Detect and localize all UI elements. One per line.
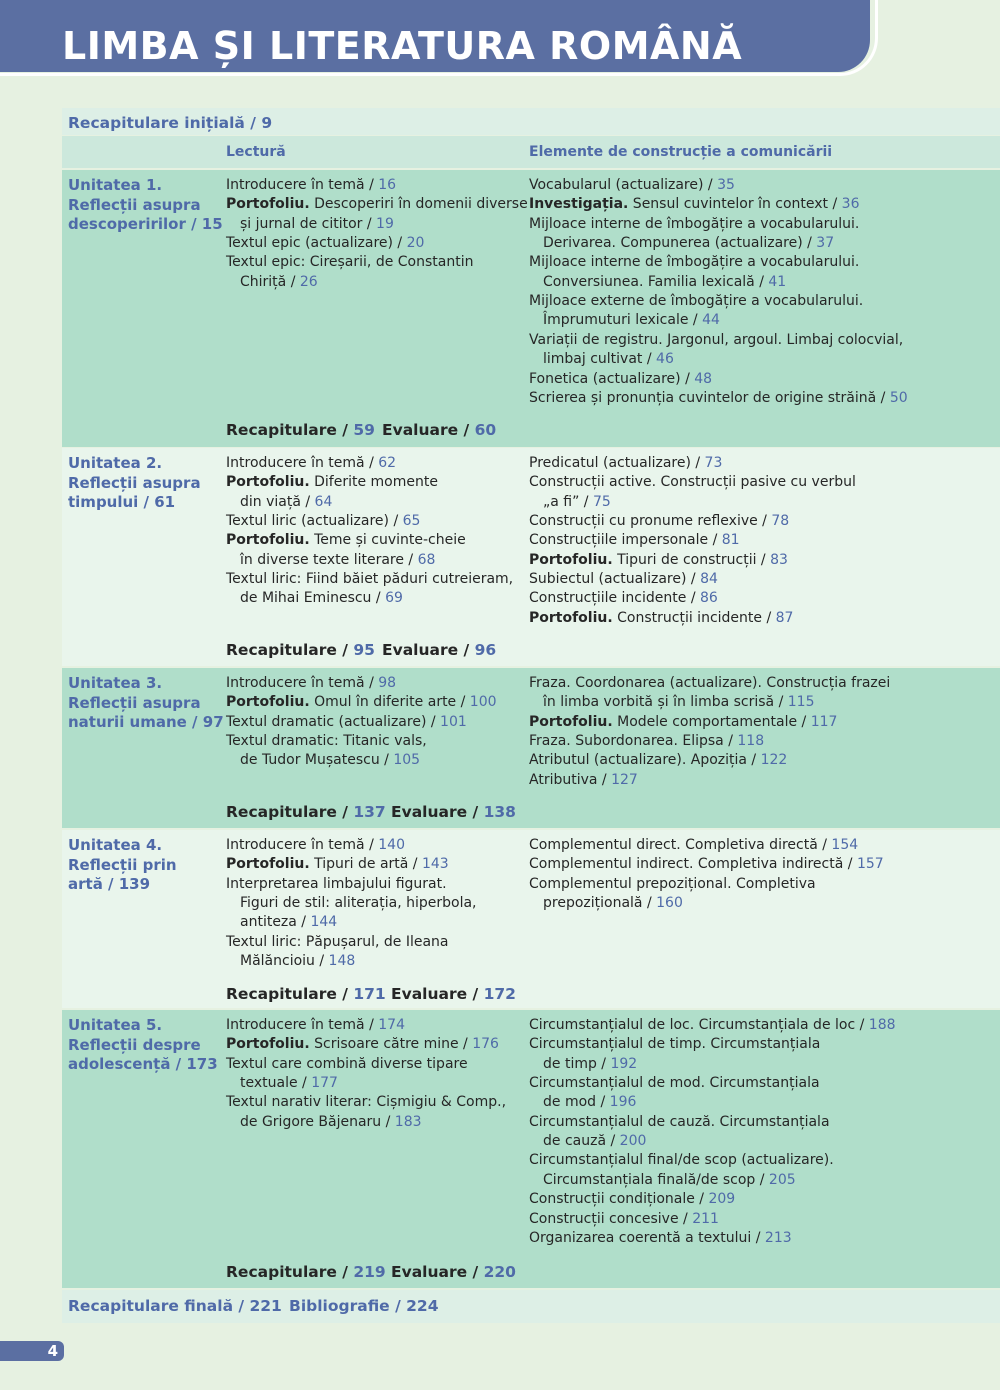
entry-title: Textul epic (actualizare) / — [226, 235, 407, 252]
entry-title: și jurnal de cititor / — [240, 215, 377, 232]
lectura-entry[interactable] — [226, 215, 394, 234]
comunicare-entry[interactable] — [529, 512, 789, 531]
lectura-entry[interactable] — [226, 176, 396, 195]
column-header-comunicare: Elemente de construcție a comunicării — [529, 144, 833, 160]
page-ref: 188 — [868, 1017, 896, 1033]
page-ref: 100 — [469, 694, 497, 711]
lectura-entry[interactable] — [226, 913, 337, 932]
entry-title: Organizarea coerentă a textului / — [529, 1229, 765, 1246]
final-recap-label[interactable]: Recapitulare finală / 221 — [68, 1297, 282, 1315]
entry-title: Introducere în temă / — [226, 455, 379, 471]
entry-title: Textul epic: Cireșarii, de Constantin — [226, 254, 474, 271]
page-ref: 160 — [656, 895, 683, 912]
entry-title: de Grigore Băjenaru / — [240, 1113, 395, 1130]
lectura-entry[interactable] — [226, 1113, 422, 1132]
entry-title: de Mihai Eminescu / — [240, 590, 386, 607]
portofoliu-label: Portofoliu. — [226, 1036, 310, 1053]
page-ref: 46 — [656, 351, 674, 368]
page-ref: 65 — [402, 513, 421, 530]
comunicare-entry[interactable] — [529, 732, 764, 751]
entry-title: Construcțiile incidente / — [529, 590, 700, 607]
portofoliu-label: Portofoliu. — [529, 609, 613, 626]
page-ref: 115 — [787, 694, 815, 711]
portofoliu-label: Portofoliu. — [226, 694, 310, 711]
page-title: LIMBA ȘI LITERATURA ROMÂNĂ — [62, 24, 743, 68]
lectura-entry[interactable] — [226, 952, 355, 971]
unit-4-evaluare[interactable]: Evaluare / 172 — [391, 985, 516, 1003]
comunicare-entry[interactable] — [529, 1093, 636, 1112]
comunicare-entry[interactable] — [529, 1132, 646, 1151]
lectura-entry[interactable] — [226, 1016, 405, 1035]
page-ref: 64 — [314, 493, 333, 510]
entry-title: Construcțiile impersonale / — [529, 532, 722, 549]
comunicare-entry[interactable] — [529, 292, 863, 311]
page-ref: 148 — [328, 953, 356, 970]
comunicare-entry[interactable] — [529, 894, 683, 913]
comunicare-entry[interactable] — [529, 370, 712, 389]
entry-title: Complementul prepozițional. Completiva — [529, 875, 816, 892]
portofoliu-label: Portofoliu. — [226, 532, 310, 549]
entry-title: Descoperiri în domenii diverse — [309, 196, 528, 213]
page-ref: 75 — [592, 493, 611, 510]
unit-5-title-line[interactable]: Reflecții despre — [68, 1035, 201, 1054]
entry-title: Sensul cuvintelor în context / — [628, 196, 842, 213]
entry-title: de cauză / — [543, 1133, 620, 1150]
entry-title: Interpretarea limbajului figurat. — [226, 875, 447, 892]
comunicare-entry[interactable] — [529, 1210, 719, 1229]
entry-title: Introducere în temă / — [226, 837, 379, 853]
entry-title: Construcții incidente / — [612, 609, 776, 626]
entry-title: Fraza. Subordonarea. Elipsa / — [529, 733, 738, 750]
page-ref: 117 — [810, 713, 838, 730]
lectura-entry[interactable] — [226, 713, 467, 732]
entry-title: Conversiunea. Familia lexicală / — [543, 273, 769, 290]
page-ref: 84 — [700, 571, 718, 588]
entry-title: Mijloace interne de îmbogățire a vocabularului. — [529, 215, 860, 232]
unit-2-title-line[interactable]: Reflecții asupra — [68, 473, 201, 492]
lectura-entry[interactable] — [226, 875, 447, 894]
entry-title: Textul liric: Fiind băiet păduri cutreieram, — [226, 571, 514, 588]
page-ref: 68 — [417, 551, 436, 568]
page-ref: 196 — [609, 1094, 637, 1111]
page-ref: 154 — [831, 837, 859, 853]
lectura-entry[interactable] — [226, 273, 318, 292]
entry-title: Mijloace interne de îmbogățire a vocabularului. — [529, 254, 860, 271]
entry-title: Circumstanțialul de loc. Circumstanțiala de loc / — [529, 1017, 869, 1033]
comunicare-entry[interactable] — [529, 609, 793, 628]
lectura-entry[interactable] — [226, 1074, 338, 1093]
page-ref: 87 — [775, 609, 794, 626]
entry-title: „a fi” / — [543, 493, 593, 510]
page-ref: 192 — [610, 1055, 638, 1072]
comunicare-entry[interactable] — [529, 195, 860, 214]
entry-title: Scrierea și pronunția cuvintelor de origine străină / — [529, 389, 890, 406]
entry-title: Variații de registru. Jargonul, argoul. Limbaj colocvial, — [529, 331, 904, 348]
entry-title: în diverse texte literare / — [240, 551, 418, 568]
lectura-entry[interactable] — [226, 1093, 506, 1112]
entry-title: din viață / — [240, 493, 315, 510]
unit-2-title-line[interactable]: Unitatea 2. — [68, 454, 163, 472]
entry-title: de timp / — [543, 1055, 611, 1072]
entry-title: Predicatul (actualizare) / — [529, 455, 705, 471]
lectura-entry[interactable] — [226, 195, 528, 214]
entry-title: Textul dramatic (actualizare) / — [226, 713, 441, 730]
lectura-entry[interactable] — [226, 1035, 499, 1054]
page-ref: 19 — [376, 215, 394, 232]
portofoliu-label: Portofoliu. — [226, 856, 310, 873]
lectura-entry[interactable] — [226, 473, 438, 492]
page-ref: 174 — [378, 1017, 405, 1033]
portofoliu-label: Portofoliu. — [226, 196, 310, 213]
comunicare-entry[interactable] — [529, 855, 884, 874]
entry-title: Textul care combină diverse tipare — [226, 1055, 468, 1072]
lectura-entry[interactable] — [226, 693, 497, 712]
entry-title: de mod / — [543, 1094, 610, 1111]
unit-1-title-line[interactable]: Reflecții asupra — [68, 195, 201, 214]
unit-4-title-line[interactable]: artă / 139 — [68, 875, 151, 893]
unit-3-title-line[interactable]: naturii umane / 97 — [68, 713, 224, 731]
entry-title: Complementul direct. Completiva directă / — [529, 837, 832, 853]
page-ref: 73 — [704, 455, 723, 471]
entry-title: Textul liric: Păpușarul, de Ileana — [226, 933, 449, 950]
entry-title: Chiriță / — [240, 273, 300, 290]
entry-title: Diferite momente — [309, 474, 438, 491]
comunicare-entry[interactable] — [529, 693, 815, 712]
entry-title: Circumstanțialul final/de scop (actualizare). — [529, 1152, 834, 1169]
page-ref: 140 — [378, 837, 405, 853]
unit-5-recapitulare[interactable]: Recapitulare / 219 — [226, 1263, 386, 1281]
page-ref: 16 — [378, 177, 397, 193]
unit-3-evaluare[interactable]: Evaluare / 138 — [391, 803, 516, 821]
comunicare-entry[interactable] — [529, 551, 788, 570]
entry-title: Complementul indirect. Completiva indirectă / — [529, 856, 857, 873]
comunicare-entry[interactable] — [529, 713, 837, 732]
lectura-entry[interactable] — [226, 493, 332, 512]
comunicare-entry[interactable] — [529, 589, 718, 608]
page-ref: 122 — [760, 752, 788, 769]
comunicare-entry[interactable] — [529, 1016, 896, 1035]
entry-title: Împrumuturi lexicale / — [543, 312, 703, 329]
comunicare-entry[interactable] — [529, 751, 787, 770]
page-ref: 62 — [378, 455, 397, 471]
comunicare-entry[interactable] — [529, 570, 718, 589]
entry-title: Circumstanțialul de mod. Circumstanțiala — [529, 1075, 820, 1092]
comunicare-entry[interactable] — [529, 1229, 792, 1248]
lectura-entry[interactable] — [226, 836, 405, 855]
lectura-entry[interactable] — [226, 589, 403, 608]
entry-title: Figuri de stil: aliterația, hiperbola, — [240, 895, 477, 912]
comunicare-entry[interactable] — [529, 1074, 820, 1093]
page-ref: 213 — [764, 1229, 792, 1246]
page-ref: 98 — [378, 675, 397, 691]
page-number: 4 — [47, 1342, 58, 1360]
entry-title: Atributul (actualizare). Apoziția / — [529, 752, 761, 769]
page-ref: 209 — [708, 1191, 736, 1208]
page-number-box — [0, 1341, 64, 1361]
entry-title: prepozițională / — [543, 895, 657, 912]
entry-title: în limba vorbită și în limba scrisă / — [543, 694, 788, 711]
comunicare-entry[interactable] — [529, 875, 816, 894]
entry-title: Vocabularul (actualizare) / — [529, 177, 718, 193]
entry-title: Subiectul (actualizare) / — [529, 571, 701, 588]
page-ref: 177 — [311, 1075, 338, 1092]
lectura-entry[interactable] — [226, 570, 513, 589]
unit-2-recapitulare[interactable]: Recapitulare / 95 — [226, 641, 375, 659]
page-ref: 183 — [394, 1113, 422, 1130]
entry-title: Introducere în temă / — [226, 1017, 379, 1033]
page-ref: 127 — [611, 771, 638, 788]
page-ref: 200 — [619, 1133, 647, 1150]
page-ref: 81 — [721, 532, 740, 549]
column-header-lectura: Lectură — [226, 144, 286, 160]
entry-title: Introducere în temă / — [226, 177, 379, 193]
lectura-entry[interactable] — [226, 512, 420, 531]
entry-title: Tipuri de construcții / — [612, 551, 771, 568]
unit-1-evaluare[interactable]: Evaluare / 60 — [382, 421, 497, 439]
entry-title: Construcții cu pronume reflexive / — [529, 513, 772, 530]
unit-1-title-line[interactable]: Unitatea 1. — [68, 176, 163, 194]
entry-title: Mălăncioiu / — [240, 953, 329, 970]
entry-title: Circumstanțiala finală/de scop / — [543, 1171, 769, 1188]
lectura-entry[interactable] — [226, 234, 424, 253]
page-ref: 37 — [816, 235, 835, 252]
unit-3-title-line[interactable]: Reflecții asupra — [68, 693, 201, 712]
lectura-entry[interactable] — [226, 454, 396, 473]
page-ref: 36 — [841, 196, 860, 213]
entry-title: Modele comportamentale / — [612, 713, 811, 730]
page-ref: 86 — [700, 590, 718, 607]
page-ref: 35 — [717, 177, 735, 193]
page-ref: 205 — [768, 1171, 796, 1188]
entry-title: antiteza / — [240, 914, 311, 931]
page-ref: 118 — [737, 733, 765, 750]
comunicare-entry[interactable] — [529, 1113, 830, 1132]
entry-title: Construcții concesive / — [529, 1210, 693, 1227]
lectura-entry[interactable] — [226, 894, 477, 913]
comunicare-entry[interactable] — [529, 836, 858, 855]
entry-title: limbaj cultivat / — [543, 351, 657, 368]
comunicare-entry[interactable] — [529, 1171, 796, 1190]
portofoliu-label: Portofoliu. — [226, 474, 310, 491]
unit-4-title-line[interactable]: Reflecții prin — [68, 855, 177, 874]
unit-5-title-line[interactable]: Unitatea 5. — [68, 1016, 163, 1034]
page-ref: 41 — [768, 273, 787, 290]
comunicare-entry[interactable] — [529, 493, 611, 512]
lectura-entry[interactable] — [226, 551, 435, 570]
unit-2-title-line[interactable]: timpului / 61 — [68, 493, 176, 511]
comunicare-entry[interactable] — [529, 674, 890, 693]
entry-title: Tipuri de artă / — [309, 856, 422, 873]
entry-title: Textul narativ literar: Cișmigiu & Comp., — [226, 1094, 507, 1111]
comunicare-entry[interactable] — [529, 176, 735, 195]
lectura-entry[interactable] — [226, 1055, 468, 1074]
comunicare-entry[interactable] — [529, 1190, 735, 1209]
unit-4-title-line[interactable]: Unitatea 4. — [68, 836, 163, 854]
portofoliu-label: Portofoliu. — [529, 713, 613, 730]
comunicare-entry[interactable] — [529, 215, 859, 234]
entry-title: Fonetica (actualizare) / — [529, 370, 695, 387]
lectura-entry[interactable] — [226, 253, 473, 272]
page-ref: 211 — [692, 1210, 719, 1227]
unit-1-title-line[interactable]: descoperirilor / 15 — [68, 215, 223, 233]
entry-title: Circumstanțialul de cauză. Circumstanțiala — [529, 1113, 830, 1130]
page-ref: 78 — [771, 513, 790, 530]
entry-title: Introducere în temă / — [226, 675, 379, 691]
page-ref: 105 — [393, 752, 421, 769]
comunicare-entry[interactable] — [529, 454, 722, 473]
bibliography-label[interactable]: Bibliografie / 224 — [289, 1297, 439, 1315]
unit-5-title-line[interactable]: adolescență / 173 — [68, 1055, 218, 1073]
page-ref: 44 — [702, 312, 720, 329]
lectura-entry[interactable] — [226, 751, 420, 770]
entry-title: Textul dramatic: Titanic vals, — [226, 733, 427, 750]
comunicare-entry[interactable] — [529, 389, 908, 408]
unit-3-title-line[interactable]: Unitatea 3. — [68, 674, 163, 692]
comunicare-entry[interactable] — [529, 253, 859, 272]
comunicare-entry[interactable] — [529, 1151, 834, 1170]
page-ref: 143 — [421, 856, 449, 873]
entry-title: Textul liric (actualizare) / — [226, 513, 403, 530]
portofoliu-label: Portofoliu. — [529, 551, 613, 568]
unit-3-recapitulare[interactable]: Recapitulare / 137 — [226, 803, 386, 821]
page-ref: 144 — [310, 914, 338, 931]
entry-title: Teme și cuvinte-cheie — [309, 532, 466, 549]
page-ref: 20 — [406, 235, 425, 252]
lectura-entry[interactable] — [226, 674, 396, 693]
entry-title: Derivarea. Compunerea (actualizare) / — [543, 235, 817, 252]
entry-title: textuale / — [240, 1075, 312, 1092]
lectura-entry[interactable] — [226, 531, 466, 550]
comunicare-entry[interactable] — [529, 1035, 820, 1054]
comunicare-entry[interactable] — [529, 331, 903, 350]
entry-title: Construcții active. Construcții pasive cu verbul — [529, 474, 856, 491]
page-ref: 69 — [385, 590, 403, 607]
comunicare-entry[interactable] — [529, 234, 834, 253]
entry-title: Atributiva / — [529, 771, 612, 788]
comunicare-entry[interactable] — [529, 531, 740, 550]
page-ref: 101 — [440, 713, 467, 730]
comunicare-entry[interactable] — [529, 473, 856, 492]
page-ref: 83 — [770, 551, 788, 568]
page-ref: 48 — [694, 370, 713, 387]
unit-4-recapitulare[interactable]: Recapitulare / 171 — [226, 985, 386, 1003]
comunicare-entry[interactable] — [529, 350, 674, 369]
initial-recap-label[interactable]: Recapitulare inițială / 9 — [68, 114, 273, 132]
comunicare-entry[interactable] — [529, 311, 720, 330]
page-ref: 50 — [889, 389, 908, 406]
lectura-entry[interactable] — [226, 933, 449, 952]
unit-5-evaluare[interactable]: Evaluare / 220 — [391, 1263, 516, 1281]
comunicare-entry[interactable] — [529, 771, 638, 790]
entry-title: de Tudor Mușatescu / — [240, 752, 394, 769]
page-ref: 176 — [472, 1036, 499, 1053]
entry-title: Mijloace externe de îmbogățire a vocabularului. — [529, 293, 864, 310]
entry-title: Construcții condiționale / — [529, 1191, 709, 1208]
entry-title: Fraza. Coordonarea (actualizare). Construcția frazei — [529, 675, 891, 691]
entry-title: Omul în diferite arte / — [309, 694, 470, 711]
unit-1-recapitulare[interactable]: Recapitulare / 59 — [226, 421, 375, 439]
comunicare-entry[interactable] — [529, 1055, 637, 1074]
unit-2-evaluare[interactable]: Evaluare / 96 — [382, 641, 497, 659]
lectura-entry[interactable] — [226, 732, 427, 751]
entry-title: Scrisoare către mine / — [309, 1036, 473, 1053]
portofoliu-label: Investigația. — [529, 196, 629, 213]
page-ref: 26 — [299, 273, 318, 290]
lectura-entry[interactable] — [226, 855, 449, 874]
entry-title: Circumstanțialul de timp. Circumstanțiala — [529, 1036, 821, 1053]
comunicare-entry[interactable] — [529, 273, 786, 292]
page-ref: 157 — [856, 856, 884, 873]
